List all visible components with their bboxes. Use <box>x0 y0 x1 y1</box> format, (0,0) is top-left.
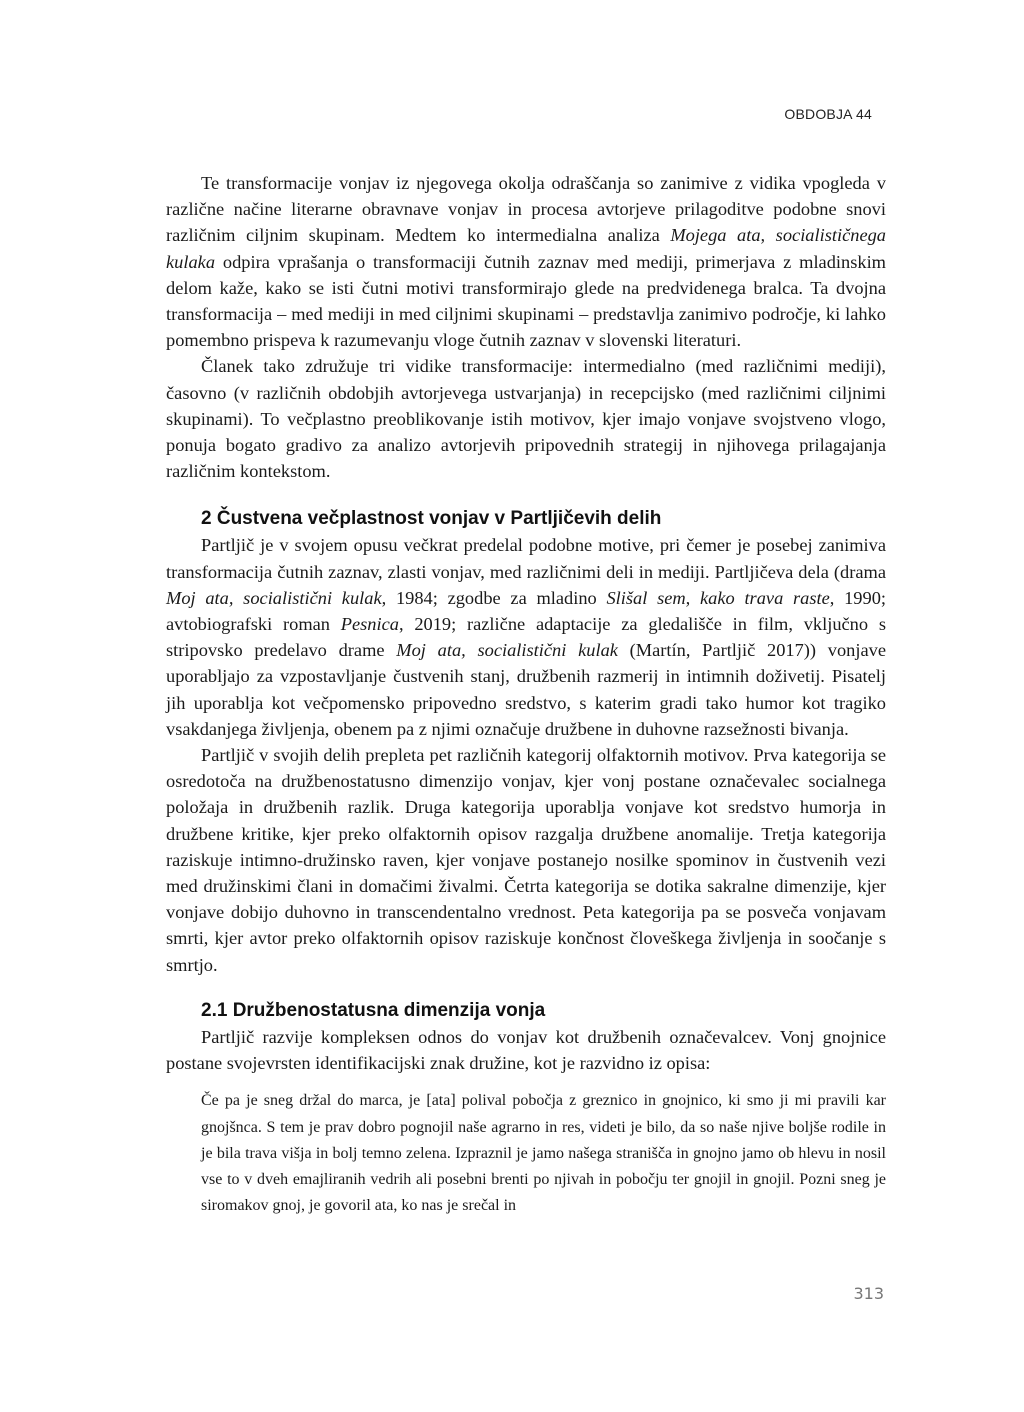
running-head: OBDOBJA 44 <box>784 106 872 122</box>
paragraph <box>166 532 886 742</box>
page-number: 313 <box>853 1284 884 1303</box>
paragraph <box>166 170 886 353</box>
paragraph: Partljič razvije kompleksen odnos do vonjav kot družbenih označevalcev. Vonj gnojnice postane svojevrsten identifikacijski znak družine, kot je razvidno iz opisa: <box>166 1026 886 1074</box>
text-span: , 2019; različne adaptacije za gledališče in film, vključno s stripovsko predelavo drame <box>166 614 886 661</box>
text-span: (Martín, Partljič 2017)) vonjave uporabljajo za vzpostavljanje čustvenih stanj, družbenih razmerij in intimnih doživetij. Pisatelj jih uporablja kot večpomensko pripovedno sredstvo, s katerim gradi tako humor kot tragiko vsakdanjega življenja, obenem pa z njimi označuje družbene in duhovne razsežnosti bivanja. <box>166 640 887 739</box>
block-quote <box>166 1088 886 1219</box>
text-span: , 1990; avtobiografski roman <box>166 587 886 635</box>
text-span: odpira vprašanja o transformaciji čutnih zaznav med mediji, primerjava z mladinskim delom kaže, kako se isti čutni motivi transformirajo glede na predvidenega bralca. Ta dvojna transformacija – med mediji in med ciljnimi skupinami – predstavlja zanimivo področje, ki lahko pomembno prispeva k razumevanju vloge čutnih zaznav v slovenski literaturi. <box>166 251 886 351</box>
paragraph: Članek tako združuje tri vidike transformacije: intermedialno (med različnimi mediji), časovno (v različnih obdobjih avtorjevega ustvarjanja) in recepcijsko (med različnimi ciljnimi skupinami). To večplastno preoblikovanje istih motivov, kjer imajo vonjave svojstveno vlogo, ponuja bogato gradivo za analizo avtorjevih pripovednih strategij in njihovega prilagajanja različnim kontekstom. <box>166 356 886 482</box>
subsection-heading: 2.1 Družbenostatusna dimenzija vonja <box>201 999 546 1021</box>
quote-text: Če pa je sneg držal do marca, je [ata] polival pobočja z greznico in gnojnico, ki smo ji mi pravili kar gnojšnca. S tem je prav dobro pognojil naše agrarno in res, videti je bilo, da so naše njive boljše rodile in je bila trava višja in bolj temno zelena. Izpraznil je jamo našega stranišča in gnojno jamo ob hlevu in nosil vse to v dveh emajliranih vedrih ali posebni brenti po njivah in pobočju ter gnojil in gnojil. Pozni sneg je siromakov gnoj, je govoril ata, ko nas je srečal in <box>201 1092 886 1215</box>
work-title: Pesnica <box>340 614 399 635</box>
paragraph: Partljič v svojih delih prepleta pet različnih kategorij olfaktornih motivov. Prva kategorija se osredotoča na družbenostatusno dimenzijo vonjav, kjer vonj postane označevalec socialnega položaja in družbenih razlik. Druga kategorija uporablja vonjave kot sredstvo humorja in družbene kritike, kjer preko olfaktornih opisov razgalja družbene anomalije. Tretja kategorija raziskuje intimno-družinsko raven, kjer vonjave postanejo nosilke spominov in čustvenih vezi med družinskimi člani in domačimi živalmi. Četrta kategorija se dotika sakralne dimenzije, kjer vonjave dobijo duhovno in transcendentalno vrednost. Peta kategorija pa se posveča vonjavam smrti, kjer avtor preko olfaktornih opisov raziskuje končnost človeškega življenja in soočanje s smrtjo. <box>166 745 886 975</box>
text-span: Partljič je v svojem opusu večkrat predelal podobne motive, pri čemer je posebej zanimiva transformacija čutnih zaznav, zlasti vonjav, med različnimi deli in mediji. Partljičeva dela (drama <box>166 535 886 582</box>
work-title: Moj ata, socialistični kulak <box>396 640 618 661</box>
work-title: Moj ata, socialistični kulak <box>166 587 382 608</box>
text-span: Te transformacije vonjav iz njegovega okolja odraščanja so zanimive z vidika vpogleda v različne načine literarne obravnave vonjav in procesa avtorjeve prilagoditve podobne snovi različnim ciljnim skupinam. Medtem ko intermedialna analiza <box>166 173 886 246</box>
work-title: Mojega ata, socialističnega kulaka <box>166 225 887 272</box>
work-title: Slišal sem, kako trava raste <box>606 587 830 608</box>
text-span: , 1984; zgodbe za mladino <box>381 587 607 608</box>
body-text <box>166 170 886 1220</box>
section-heading: 2 Čustvena večplastnost vonjav v Partljičevih delih <box>201 508 662 530</box>
